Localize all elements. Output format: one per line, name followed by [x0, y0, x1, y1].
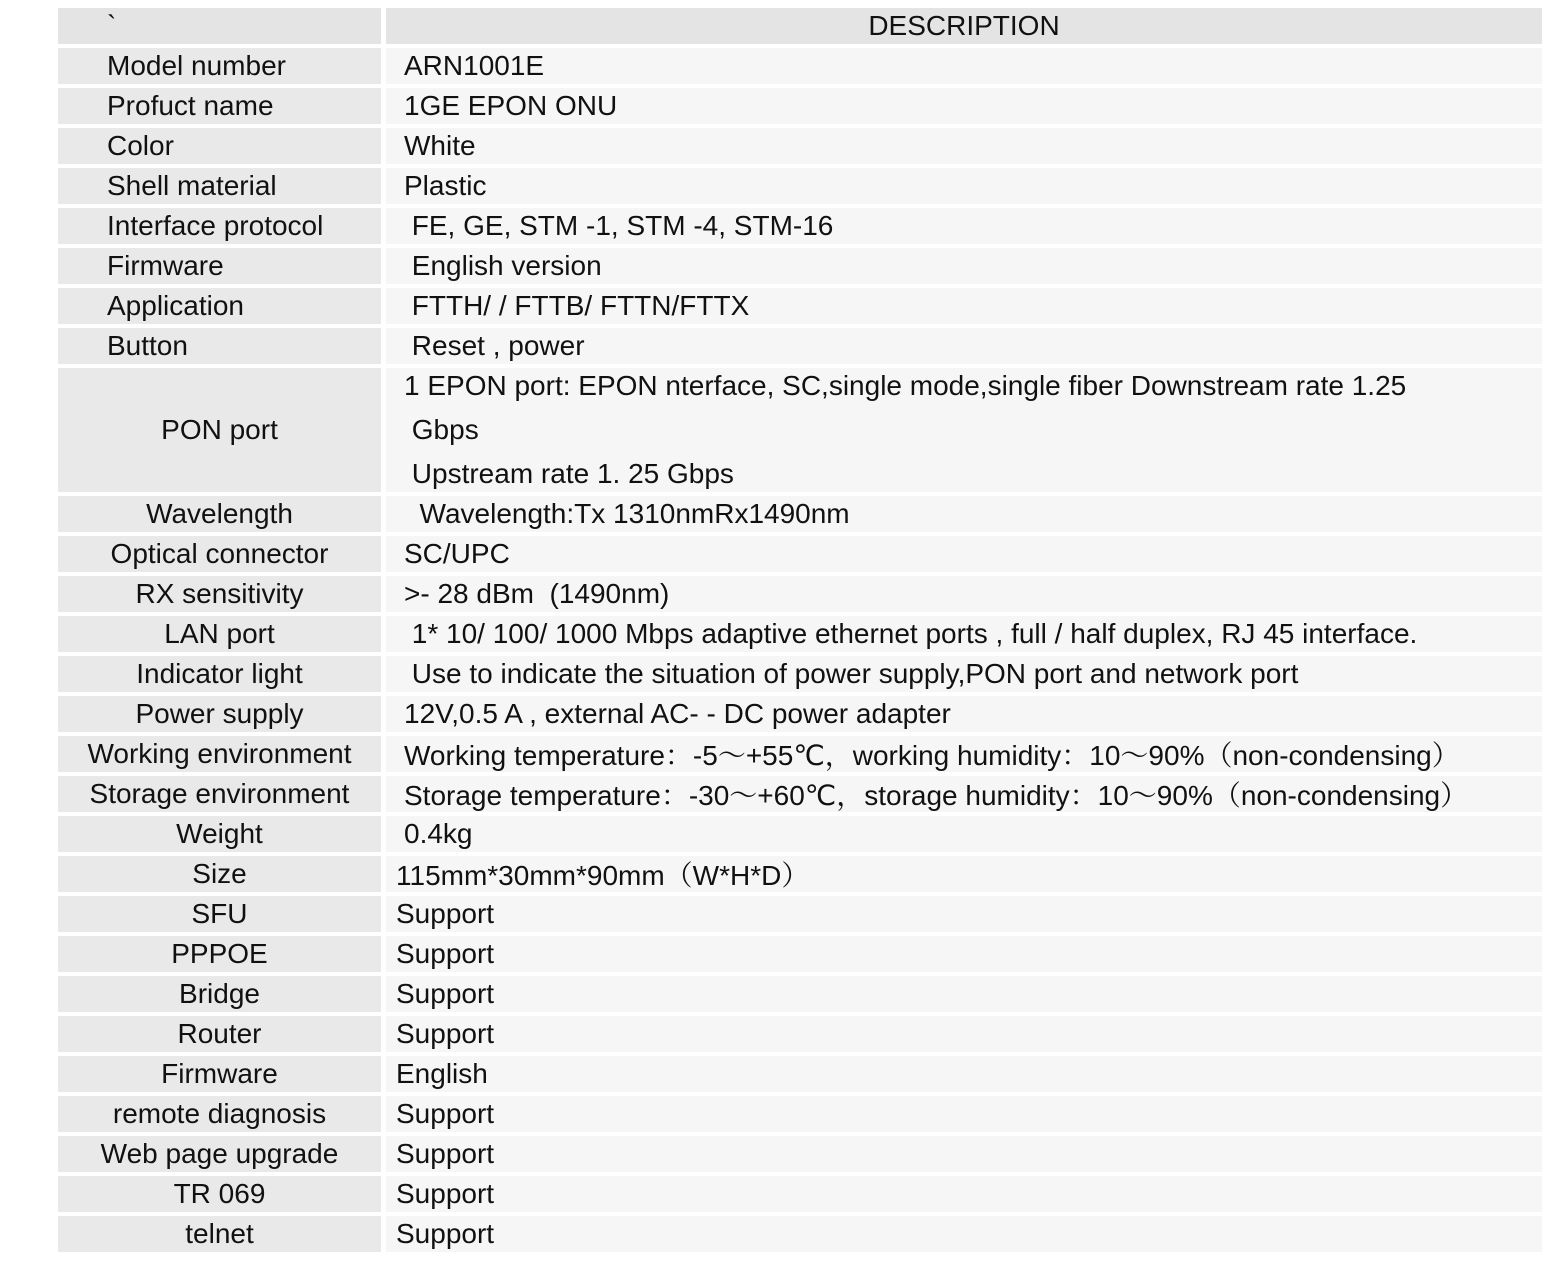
row-value: Storage temperature：-30～+60℃，storage humidity：10～90%（non-condensing） — [386, 776, 1542, 816]
row-value: Support — [386, 896, 1542, 936]
row-label: Model number — [58, 48, 381, 88]
row-label: remote diagnosis — [58, 1096, 381, 1136]
table-row — [58, 776, 1542, 816]
row-label: Shell material — [58, 168, 381, 208]
row-value: 115mm*30mm*90mm（W*H*D） — [386, 856, 1542, 896]
row-value: Support — [386, 1176, 1542, 1216]
row-value-line: Upstream rate 1. 25 Gbps — [404, 458, 734, 489]
table-row — [58, 168, 1542, 208]
row-label: Indicator light — [58, 656, 381, 696]
table-row — [58, 816, 1542, 856]
row-label: RX sensitivity — [58, 576, 381, 616]
row-label: Wavelength — [58, 496, 381, 536]
table-row — [58, 1176, 1542, 1216]
row-label: Firmware — [58, 1056, 381, 1096]
table-row — [58, 536, 1542, 576]
table-row — [58, 1216, 1542, 1256]
table-row — [58, 736, 1542, 776]
header-title: DESCRIPTION — [386, 8, 1542, 44]
row-value: >- 28 dBm (1490nm) — [386, 576, 1542, 616]
row-value: Support — [386, 936, 1542, 976]
row-label: PPPOE — [58, 936, 381, 976]
row-label: Profuct name — [58, 88, 381, 128]
table-row — [58, 208, 1542, 248]
table-row — [58, 128, 1542, 168]
row-value: Support — [386, 1016, 1542, 1056]
row-label: Button — [58, 328, 381, 368]
row-value: Reset , power — [386, 328, 1542, 368]
table-row — [58, 88, 1542, 128]
row-label: Interface protocol — [58, 208, 381, 248]
row-value: Support — [386, 1096, 1542, 1136]
table-row — [58, 368, 1542, 496]
row-value-line: Gbps — [404, 414, 479, 445]
row-value: FE, GE, STM -1, STM -4, STM-16 — [386, 208, 1542, 248]
row-value: English — [386, 1056, 1542, 1096]
row-value: Use to indicate the situation of power supply,PON port and network port — [386, 656, 1542, 696]
row-label: Firmware — [58, 248, 381, 288]
row-label: Web page upgrade — [58, 1136, 381, 1176]
row-label: Working environment — [58, 736, 381, 776]
table-row — [58, 856, 1542, 896]
row-label: Size — [58, 856, 381, 896]
row-value: Plastic — [386, 168, 1542, 208]
row-label: Color — [58, 128, 381, 168]
row-value: White — [386, 128, 1542, 168]
row-value: 1GE EPON ONU — [386, 88, 1542, 128]
row-label: Optical connector — [58, 536, 381, 576]
header-corner: ` — [58, 8, 381, 44]
table-row — [58, 696, 1542, 736]
table-row — [58, 576, 1542, 616]
table-row — [58, 248, 1542, 288]
row-value: Support — [386, 976, 1542, 1016]
row-label: telnet — [58, 1216, 381, 1256]
row-value-line: 1 EPON port: EPON nterface, SC,single mode,single fiber Downstream rate 1.25 — [404, 370, 1407, 401]
table-row — [58, 656, 1542, 696]
row-label: LAN port — [58, 616, 381, 656]
row-label: Bridge — [58, 976, 381, 1016]
row-value: Support — [386, 1136, 1542, 1176]
table-row — [58, 1056, 1542, 1096]
row-label: Weight — [58, 816, 381, 856]
row-value: Working temperature：-5～+55℃，working humidity：10～90%（non-condensing） — [386, 736, 1542, 776]
row-value: English version — [386, 248, 1542, 288]
table-row — [58, 288, 1542, 328]
table-row — [58, 976, 1542, 1016]
row-label: SFU — [58, 896, 381, 936]
row-value — [386, 368, 1542, 496]
row-label: Power supply — [58, 696, 381, 736]
row-value: Wavelength:Tx 1310nmRx1490nm — [386, 496, 1542, 536]
row-label: Application — [58, 288, 381, 328]
spec-table — [58, 8, 1542, 1256]
table-header — [58, 8, 1542, 44]
table-row — [58, 1016, 1542, 1056]
row-value: 0.4kg — [386, 816, 1542, 856]
table-row — [58, 48, 1542, 88]
row-label: TR 069 — [58, 1176, 381, 1216]
row-value: 1* 10/ 100/ 1000 Mbps adaptive ethernet ports , full / half duplex, RJ 45 interface. — [386, 616, 1542, 656]
table-row — [58, 936, 1542, 976]
row-value: 12V,0.5 A , external AC- - DC power adapter — [386, 696, 1542, 736]
table-row — [58, 496, 1542, 536]
row-value: ARN1001E — [386, 48, 1542, 88]
row-value: FTTH/ / FTTB/ FTTN/FTTX — [386, 288, 1542, 328]
table-row — [58, 616, 1542, 656]
row-label: Storage environment — [58, 776, 381, 816]
table-row — [58, 328, 1542, 368]
table-row — [58, 1096, 1542, 1136]
row-label: Router — [58, 1016, 381, 1056]
row-label: PON port — [58, 368, 381, 496]
row-value: Support — [386, 1216, 1542, 1256]
table-row — [58, 1136, 1542, 1176]
row-value: SC/UPC — [386, 536, 1542, 576]
table-row — [58, 896, 1542, 936]
